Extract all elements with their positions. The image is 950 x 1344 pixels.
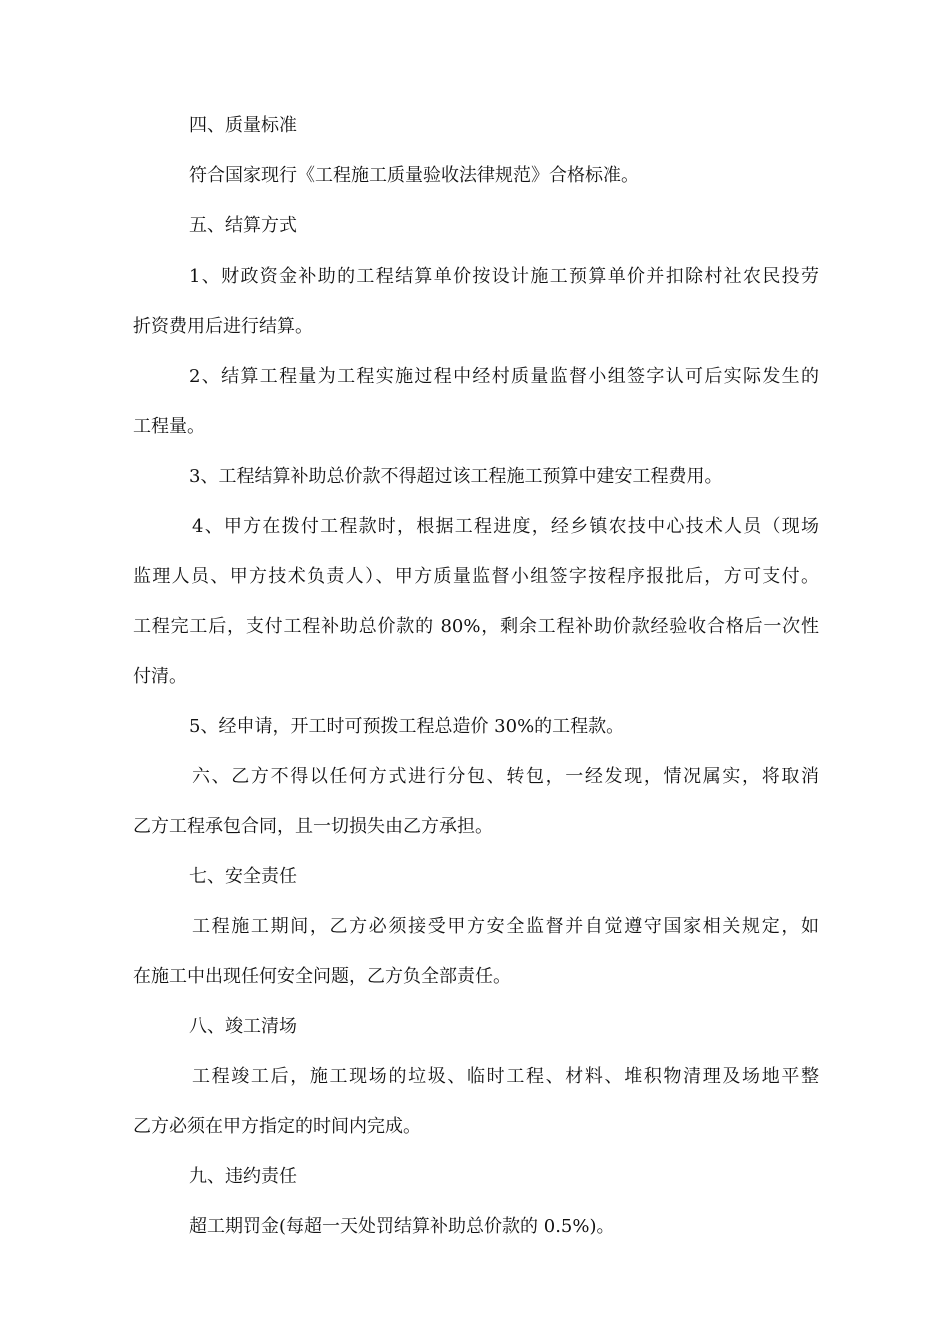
- paragraph-line: 2、结算工程量为工程实施过程中经村质量监督小组签字认可后实际发生的: [189, 366, 819, 387]
- paragraph-line: 监理人员、甲方技术负责人）、甲方质量监督小组签字按程序报批后，方可支付。: [133, 566, 819, 587]
- paragraph-line: 工程量。: [133, 416, 205, 437]
- paragraph-line: 符合国家现行《工程施工质量验收法律规范》合格标准。: [189, 165, 639, 186]
- section-heading-settlement: 五、结算方式: [189, 215, 297, 236]
- paragraph-line: 付清。: [133, 666, 187, 687]
- paragraph-line: 乙方工程承包合同，且一切损失由乙方承担。: [133, 816, 493, 837]
- paragraph-line: 5、经申请，开工时可预拨工程总造价 30%的工程款。: [189, 716, 625, 737]
- paragraph-line: 3、工程结算补助总价款不得超过该工程施工预算中建安工程费用。: [189, 466, 723, 487]
- paragraph-line: 在施工中出现任何安全问题，乙方负全部责任。: [133, 966, 511, 987]
- paragraph-line: 乙方必须在甲方指定的时间内完成。: [133, 1116, 421, 1137]
- section-heading-quality: 四、质量标准: [189, 115, 297, 136]
- section-heading-clearing: 八、竣工清场: [189, 1016, 297, 1037]
- paragraph-line: 4、甲方在拨付工程款时，根据工程进度，经乡镇农技中心技术人员（现场: [192, 516, 819, 537]
- section-heading-liability: 九、违约责任: [189, 1166, 297, 1187]
- paragraph-line: 1、财政资金补助的工程结算单价按设计施工预算单价并扣除村社农民投劳: [189, 266, 819, 287]
- section-heading-safety: 七、安全责任: [189, 866, 297, 887]
- paragraph-line: 超工期罚金(每超一天处罚结算补助总价款的 0.5%)。: [189, 1216, 615, 1237]
- paragraph-line: 工程施工期间，乙方必须接受甲方安全监督并自觉遵守国家相关规定，如: [192, 916, 819, 937]
- paragraph-line: 工程完工后，支付工程补助总价款的 80%，剩余工程补助价款经验收合格后一次性: [133, 616, 819, 637]
- paragraph-line: 折资费用后进行结算。: [133, 316, 313, 337]
- paragraph-line: 六、乙方不得以任何方式进行分包、转包，一经发现，情况属实，将取消: [192, 766, 819, 787]
- paragraph-line: 工程竣工后，施工现场的垃圾、临时工程、材料、堆积物清理及场地平整: [192, 1066, 819, 1087]
